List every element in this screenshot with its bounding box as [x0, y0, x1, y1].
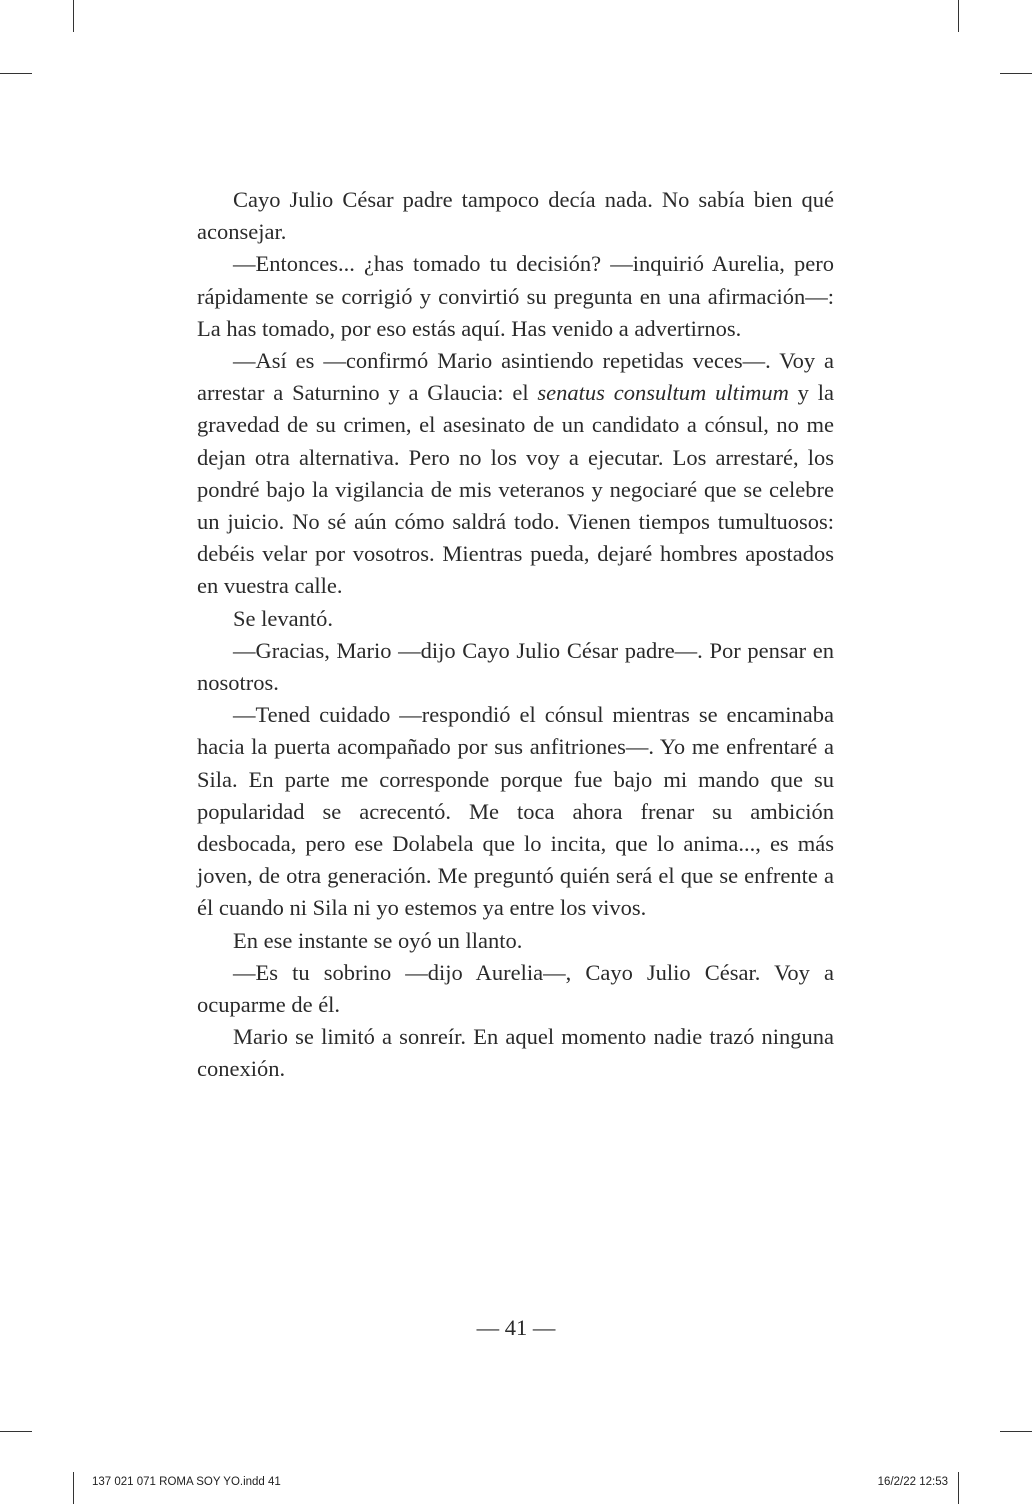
slug-datetime: 16/2/22 12:53 [877, 1476, 948, 1488]
page-number: — 41 — [476, 1315, 556, 1340]
paragraph: Se levantó. [233, 605, 333, 631]
crop-mark-top-right-horizontal [1000, 73, 1032, 74]
paragraph: Cayo Julio César padre tampoco decía nada. No sabía bien qué aconsejar. [197, 187, 834, 245]
paragraph [197, 345, 834, 603]
crop-mark-bottom-right-horizontal [1000, 1431, 1032, 1432]
slug-filename: 137 021 071 ROMA SOY YO.indd 41 [92, 1476, 281, 1488]
paragraph: En ese instante se oyó un llanto. [233, 927, 523, 953]
paragraph: —Entonces... ¿has tomado tu decisión? —inquirió Aurelia, pero rápidamente se corrigió y convirtió su pregunta en una afirmación—: La has tomado, por eso estás aquí. Has venido a advertirnos. [197, 251, 834, 341]
crop-mark-top-left [73, 0, 74, 32]
crop-mark-top-left-horizontal [0, 73, 32, 74]
paragraph: Mario se limitó a sonreír. En aquel momento nadie trazó ninguna conexión. [197, 1024, 834, 1082]
crop-mark-top-right [958, 0, 959, 32]
paragraph-text: —Así es —confirmó Mario asintiendo repetidas veces—. Voy a arrestar a Saturnino y a Glaucia: el [197, 348, 834, 406]
crop-mark-bottom-right [958, 1472, 959, 1504]
crop-mark-bottom-left-horizontal [0, 1431, 32, 1432]
body-text [197, 184, 834, 1086]
italic-latin-phrase: senatus consultum ultimum [537, 380, 789, 406]
paragraph-text: y la gravedad de su crimen, el asesinato de un candidato a cónsul, no me dejan otra alternativa. Pero no los voy a ejecutar. Los arrestaré, los pondré bajo la vigilancia de mis veteranos y negociaré que se celebre un juicio. No sé aún cómo saldrá todo. Vienen tiempos tumultuosos: debéis velar por vosotros. Mientras pueda, dejaré hombres apostados en vuestra calle. [197, 380, 834, 599]
paragraph: —Tened cuidado —respondió el cónsul mientras se encaminaba hacia la puerta acompañado por sus anfitriones—. Yo me enfrentaré a Sila. En parte me corresponde porque fue bajo mi mando que su popularidad se acrecentó. Me toca ahora frenar su ambición desbocada, pero ese Dolabela que lo incita, que lo anima..., es más joven, de otra generación. Me preguntó quién será el que se enfrente a él cuando ni Sila ni yo estemos ya entre los vivos. [197, 702, 834, 921]
paragraph: —Es tu sobrino —dijo Aurelia—, Cayo Julio César. Voy a ocuparme de él. [197, 959, 834, 1018]
crop-mark-bottom-left [73, 1472, 74, 1504]
paragraph: —Gracias, Mario —dijo Cayo Julio César padre—. Por pensar en nosotros. [197, 637, 834, 696]
